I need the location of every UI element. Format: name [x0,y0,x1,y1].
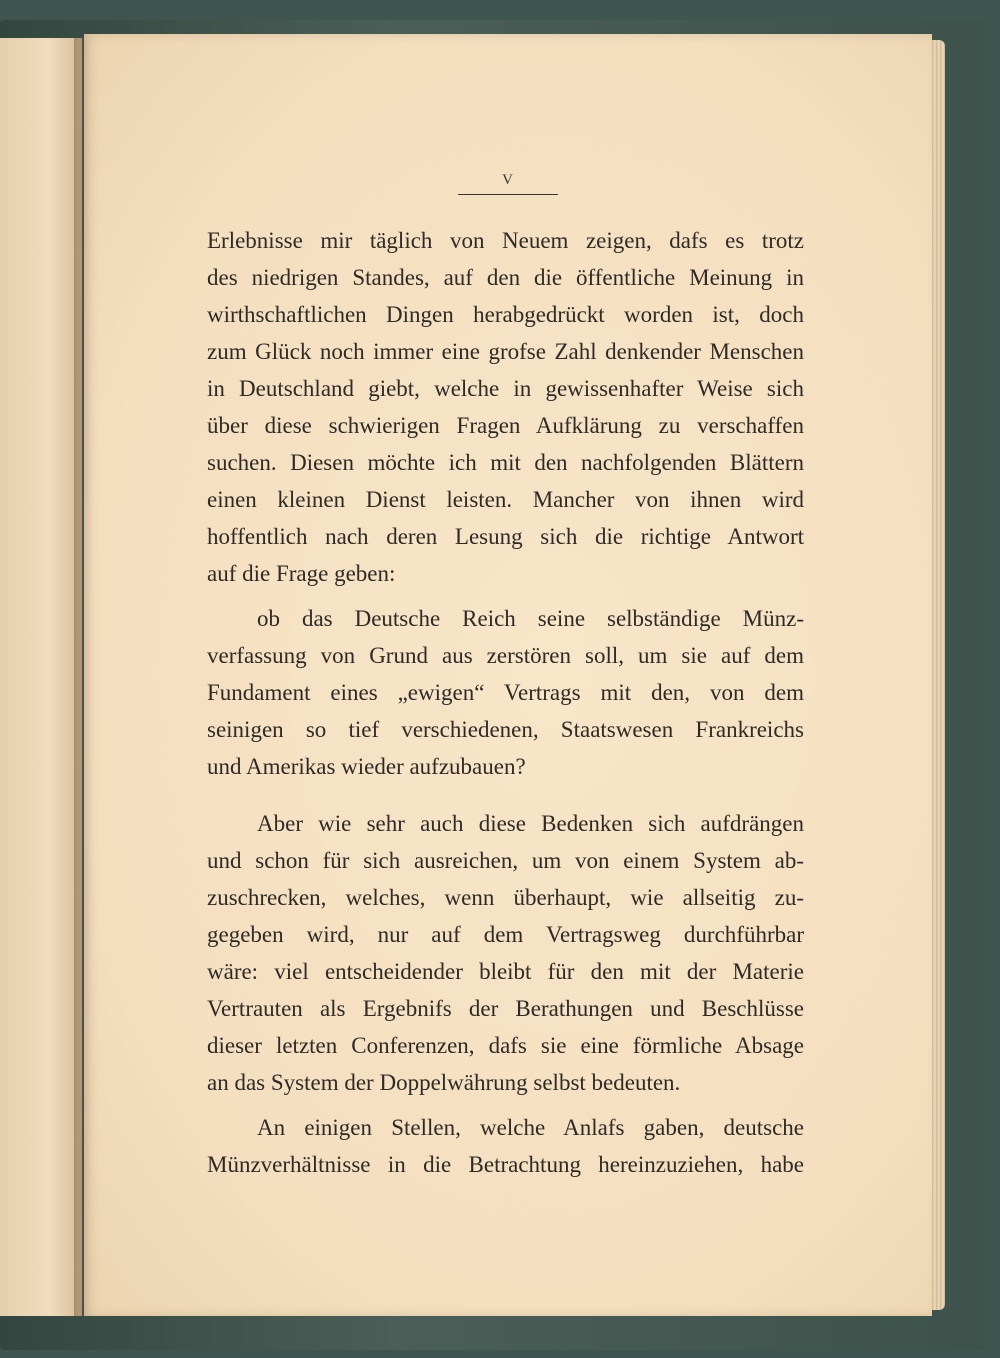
text-line: seinigen so tief verschiedenen, Staatswesen Frankreichs [207,717,804,742]
text-line: hoffentlich nach deren Lesung sich die richtige Antwort [207,524,804,549]
paragraph-2-quote [207,600,804,785]
text-line: an das System der Doppelwährung selbst bedeuten. [207,1070,681,1095]
text-line: auf die Frage geben: [207,561,396,586]
text-line: einen kleinen Dienst leisten. Mancher von ihnen wird [207,487,804,512]
text-line: über diese schwierigen Fragen Aufklärung zu verschaffen [207,413,804,438]
text-line: ob das Deutsche Reich seine selbständige Münz- [257,606,804,631]
text-line: dieser letzten Conferenzen, dafs sie eine förmliche Absage [207,1033,804,1058]
body-text [207,222,804,1183]
text-line: Erlebnisse mir täglich von Neuem zeigen, dafs es trotz [207,228,804,253]
text-line: wirthschaftlichen Dingen herabgedrückt worden ist, doch [207,302,804,327]
text-line: Aber wie sehr auch diese Bedenken sich aufdrängen [257,811,804,836]
paragraph-3 [207,805,804,1101]
text-line: verfassung von Grund aus zerstören soll, um sie auf dem [207,643,804,668]
text-line: zum Glück noch immer eine grofse Zahl denkender Menschen [207,339,804,364]
page-number: V [502,172,514,188]
text-line: des niedrigen Standes, auf den die öffentliche Meinung in [207,265,804,290]
text-line: Vertrauten als Ergebnifs der Berathungen und Beschlüsse [207,996,804,1021]
text-line: gegeben wird, nur auf dem Vertragsweg durchführbar [207,922,804,947]
text-line: wäre: viel entscheidender bleibt für den mit der Materie [207,959,804,984]
text-line: in Deutschland giebt, welche in gewissenhafter Weise sich [207,376,804,401]
paragraph-4 [207,1109,804,1183]
paragraph-1 [207,222,804,592]
text-line: suchen. Diesen möchte ich mit den nachfolgenden Blättern [207,450,804,475]
left-page [0,38,82,1316]
text-line: Münzverhältnisse in die Betrachtung hereinzuziehen, habe [207,1152,804,1177]
text-line: An einigen Stellen, welche Anlafs gaben, deutsche [257,1115,804,1140]
text-line: und schon für sich ausreichen, um von einem System ab- [207,848,804,873]
text-line: und Amerikas wieder aufzubauen? [207,754,526,779]
text-line: zuschrecken, welches, wenn überhaupt, wie allseitig zu- [207,885,804,910]
header-rule [458,194,558,195]
book-gutter [74,38,90,1316]
text-line: Fundament eines „ewigen“ Vertrags mit den, von dem [207,680,804,705]
